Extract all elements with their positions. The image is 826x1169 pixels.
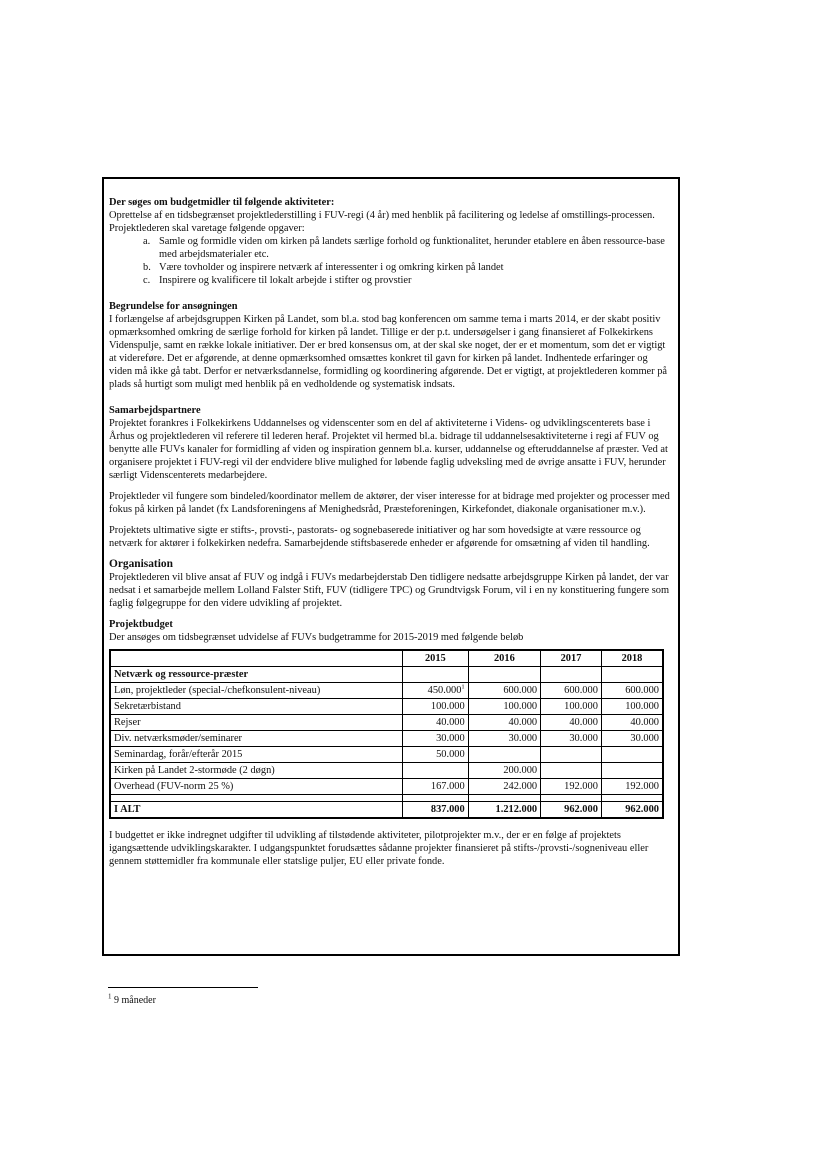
closing-paragraph: I budgettet er ikke indregnet udgifter til udvikling af tilstødende aktiviteter, pilotprojekter m.v., der er en følge af projektets igangsættende udviklingskarakter. I udgangspunktet forudsættes sådanne projekter finansieret på stifts-/provsti-/sogneniveau eller gennem støttemidler fra kommunale eller statslige puljer, EU eller private fonde.	[109, 830, 649, 867]
table-row: Overhead (FUV-norm 25 %) 167.000 242.000 192.000 192.000	[110, 779, 663, 795]
footnote-marker: 1	[108, 992, 112, 1001]
partners-heading: Samarbejdspartnere	[109, 405, 201, 416]
table-row: Rejser 40.000 40.000 40.000 40.000	[110, 715, 663, 731]
footnote-text: 9 måneder	[114, 995, 156, 1006]
task-list	[109, 235, 673, 287]
year-header: 2015	[403, 650, 469, 667]
organisation-heading: Organisation	[109, 558, 173, 570]
partners-p1: Projektet forankres i Folkekirkens Uddannelses og videnscenter som en del af aktiviteterne i Videns- og udviklingscenterets base i Århus og projektlederen vil referere til lederen heraf. Projektet vil hermed bl.a. bidrage til uddannelsesaktiviteterne i regi af FUV og benytte alle FUVs kanaler for formidling af viden og inspiration gennem bl.a. kurser, uddannelse og efteruddannelse af præster. Ved at organisere projektet i FUV-regi vil der endvidere blive mulighed for løbende faglig udveksling med de øvrige ansatte i FUV, herunder særligt Videnscenterets medarbejdere.	[109, 418, 668, 481]
table-spacer-row	[110, 795, 663, 802]
list-item: c. Inspirere og kvalificere til lokalt arbejde i stifter og provstier	[143, 275, 412, 286]
footnote-ref: 1	[461, 683, 465, 691]
footnote	[108, 994, 156, 1007]
table-total-row: I ALT 837.000 1.212.000 962.000 962.000	[110, 802, 663, 819]
year-header: 2016	[468, 650, 540, 667]
organisation-body: Projektlederen vil blive ansat af FUV og indgå i FUVs medarbejderstab Den tidligere nedsatte arbejdsgruppe Kirken på landet, der var nedsat i et samarbejde mellem Lolland Falster Stift, FUV (tidligere TPC) og Grundtvigsk Forum, vil i en ny konstituering fungere som faglig følgegruppe for den videre udvikling af projektet.	[109, 572, 670, 609]
table-row: Kirken på Landet 2-stormøde (2 døgn) 200.000	[110, 763, 663, 779]
year-header: 2017	[541, 650, 602, 667]
year-header: 2018	[601, 650, 663, 667]
table-row: Løn, projektleder (special-/chefkonsulent-niveau) 450.000$^1$ 600.000 600.000 600.000	[110, 683, 663, 699]
content-frame	[102, 177, 680, 956]
list-item: a. Samle og formidle viden om kirken på landets særlige forhold og funktionalitet, herunder etablere en åben ressource-base med arbejdsmaterialer etc.	[143, 236, 665, 260]
table-header-row	[110, 650, 663, 667]
footnote-divider	[108, 987, 258, 988]
rationale-body: I forlængelse af arbejdsgruppen Kirken på Landet, som bl.a. stod bag konferencen om samme tema i marts 2014, er der skabt positiv opmærksomhed omkring de særlige forhold for kirken på landet. Tillige er der p.t. undersøgelser i gang finansieret af Folkekirkens Videnspulje, samt en række lokale initiativer. Der er bred konsensus om, at der skal ske noget, der er et momentum, som det er vigtigt at videreføre. Det er afgørende, at denne opmærksomhed omsættes konkret til gavn for kirken på landet. Indhentede erfaringer og viden må ikke gå tabt. Derfor er netværksdannelse, formidling og koordinering afgørende. Det er vigtigt, at projektlederen kommer på plads så hurtigt som muligt med henblik på en vedholdende og systematisk indsats.	[109, 314, 668, 390]
budget-table	[109, 649, 664, 819]
table-row: Netværk og ressource-præster	[110, 667, 663, 683]
activities-intro: Oprettelse af en tidsbegrænset projektlederstilling i FUV-regi (4 år) med henblik på facilitering og ledelse af omstillings-processen.	[109, 210, 655, 221]
budget-heading: Projektbudget	[109, 619, 173, 630]
activities-heading: Der søges om budgetmidler til følgende aktiviteter:	[109, 197, 335, 208]
list-item: b. Være tovholder og inspirere netværk af interessenter i og omkring kirken på landet	[143, 262, 504, 273]
rationale-heading: Begrundelse for ansøgningen	[109, 301, 238, 312]
tasks-intro: Projektlederen skal varetage følgende opgaver:	[109, 223, 305, 234]
partners-p3: Projektets ultimative sigte er stifts-, provsti-, pastorats- og sognebaserede initiativer og har som hovedsigte at være ressource og netværk for aktører i folkekirken nedefra. Samarbejdende stiftsbaserede enheder er afgørende for omsætning af viden til handling.	[109, 525, 650, 549]
partners-p2: Projektleder vil fungere som bindeled/koordinator mellem de aktører, der viser interesse for at bidrage med projekter og processer med fokus på kirken på landet (fx Landsforeningens af Menighedsråd, Præsteforeningen, Kirkefondet, diakonale organisationer m.v.).	[109, 491, 670, 515]
table-row: Div. netværksmøder/seminarer 30.000 30.000 30.000 30.000	[110, 731, 663, 747]
table-row: Sekretærbistand 100.000 100.000 100.000 100.000	[110, 699, 663, 715]
budget-intro: Der ansøges om tidsbegrænset udvidelse af FUVs budgetramme for 2015-2019 med følgende beløb	[109, 632, 524, 643]
table-row: Seminardag, forår/efterår 2015 50.000	[110, 747, 663, 763]
